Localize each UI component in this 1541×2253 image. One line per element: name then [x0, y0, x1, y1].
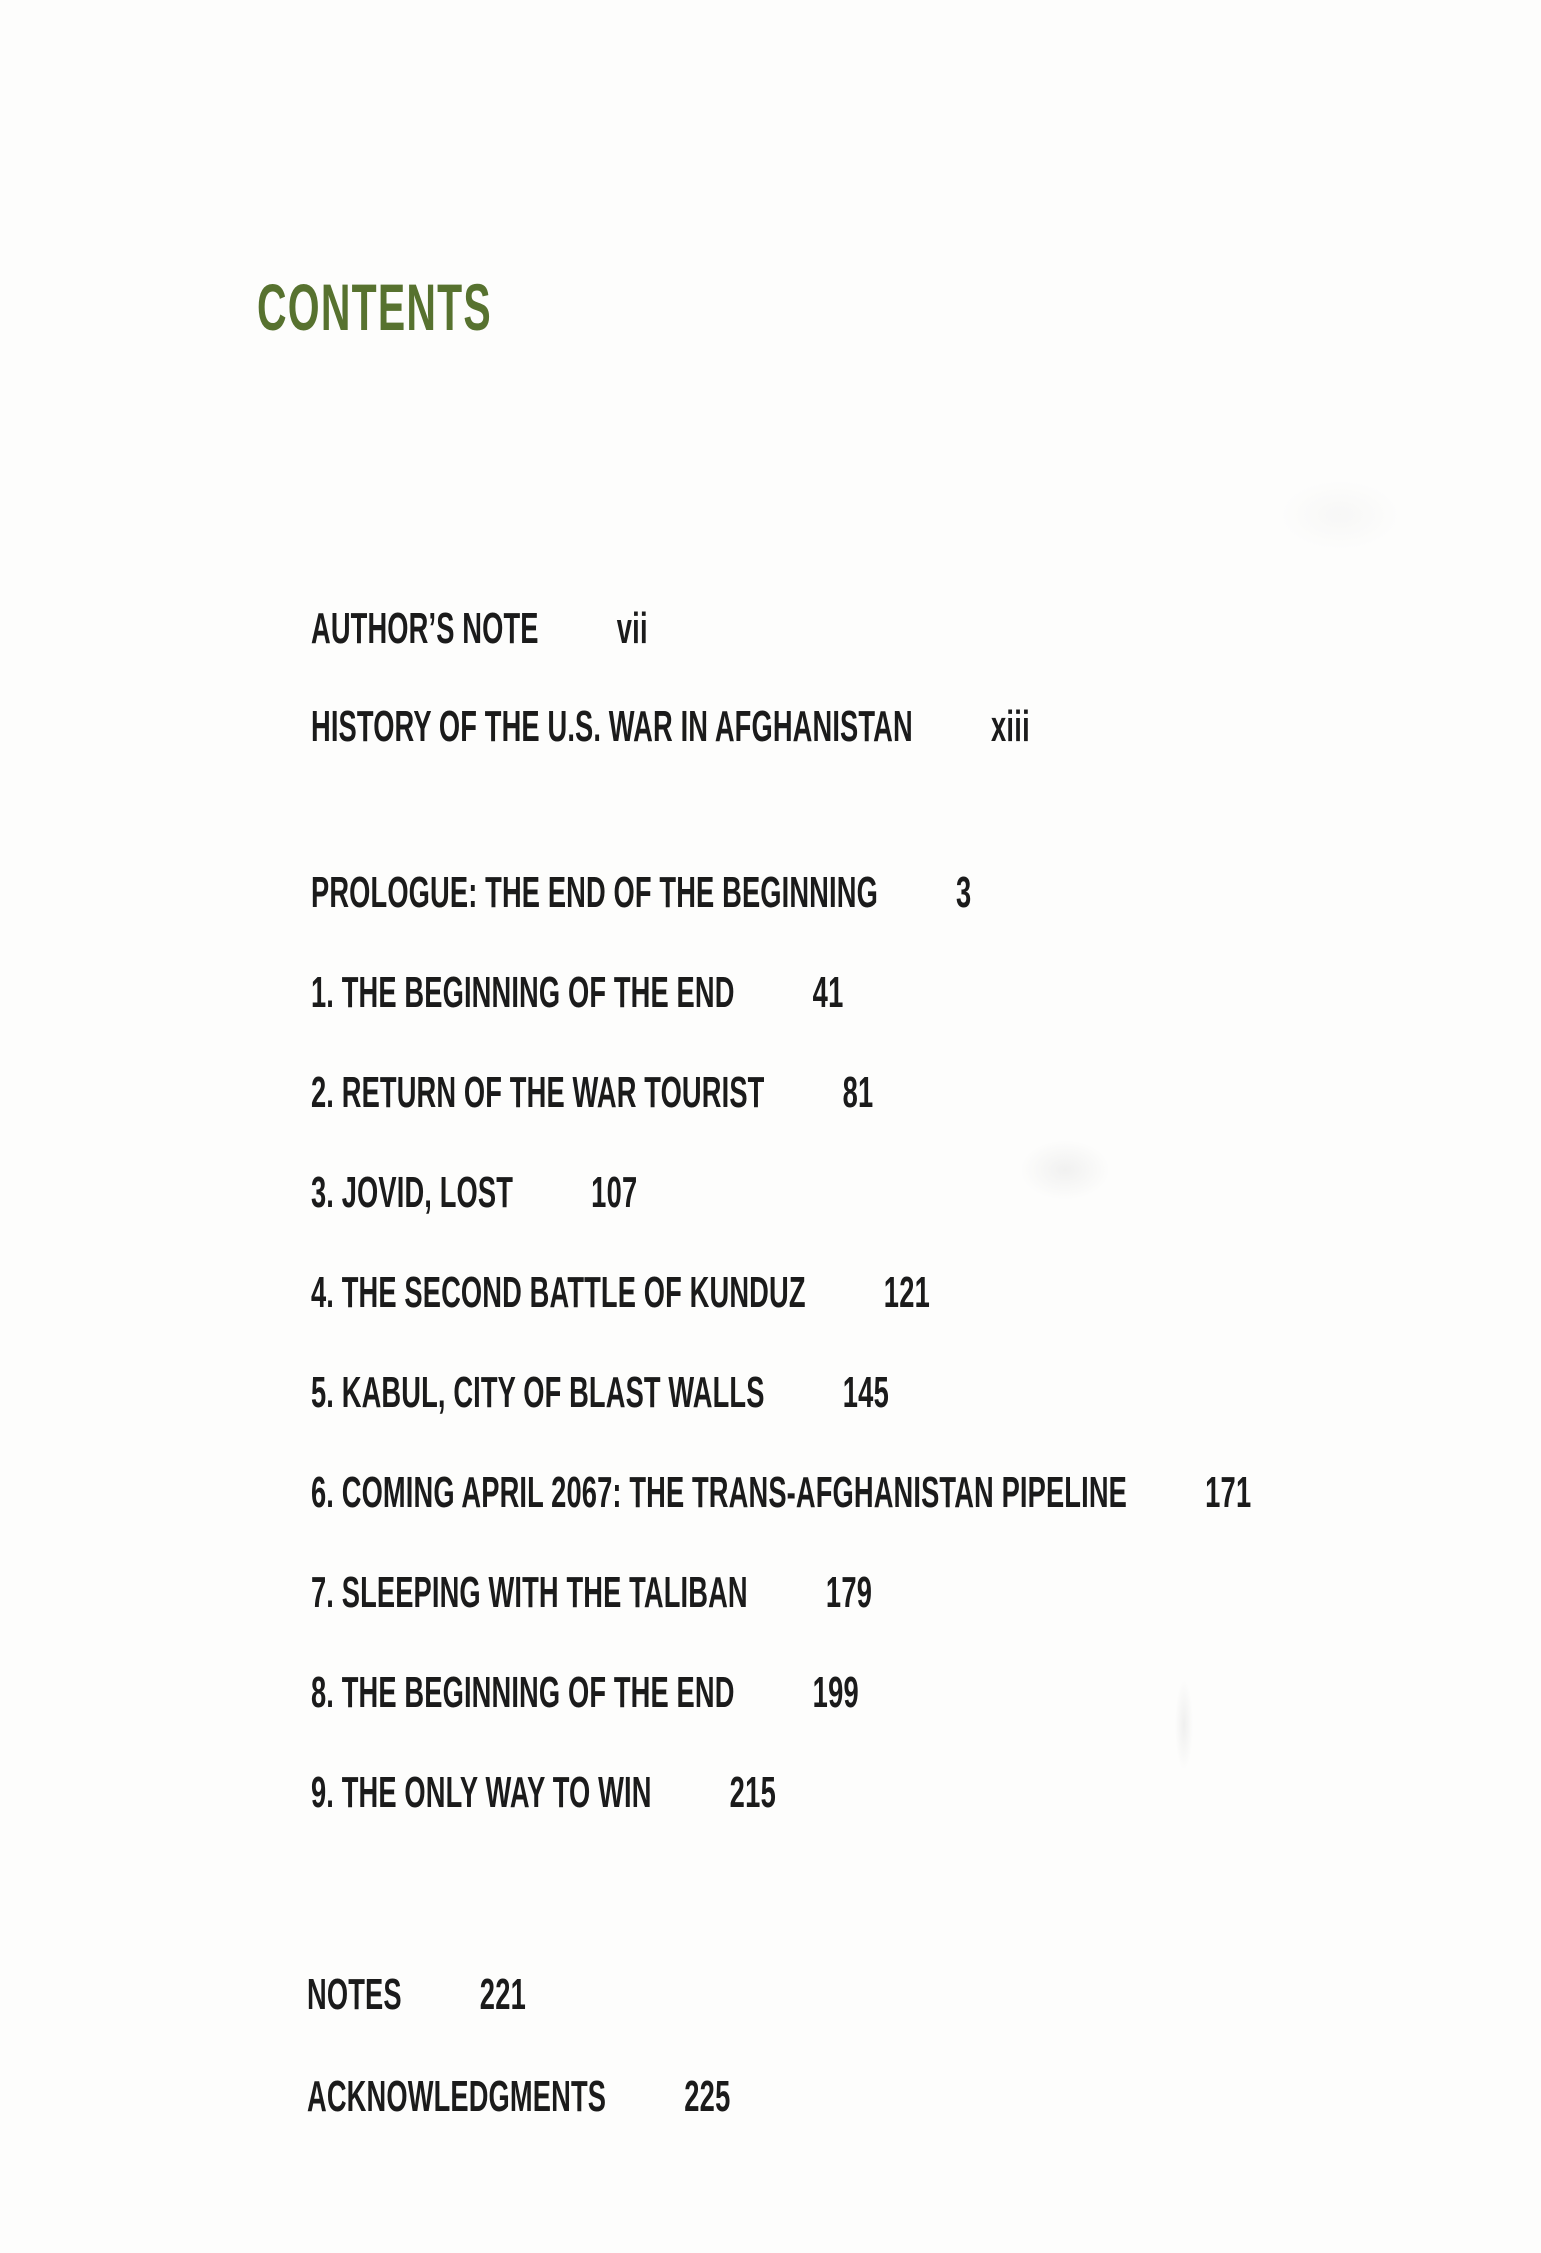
toc-entry [311, 1268, 1074, 1371]
toc-entry-page: 121 [883, 1268, 931, 1317]
toc-back-matter [307, 1970, 1541, 2177]
toc-entry-label: ACKNOWLEDGMENTS [307, 2072, 607, 2121]
toc-entry [311, 1568, 1074, 1671]
toc-entry [311, 1068, 1074, 1171]
toc-entry-page: 199 [812, 1668, 859, 1717]
toc-entry-page: xiii [990, 702, 1030, 751]
toc-entry [311, 1668, 1074, 1771]
toc-entry [311, 604, 1074, 705]
toc-entry-page: 179 [825, 1568, 873, 1617]
toc-entry-label: 8. THE BEGINNING OF THE END [311, 1668, 735, 1717]
toc-entry-label: 2. RETURN OF THE WAR TOURIST [311, 1068, 765, 1117]
toc-entry-page: vii [616, 604, 648, 653]
toc-entry-label: 7. SLEEPING WITH THE TALIBAN [311, 1568, 748, 1617]
toc-entry [311, 702, 1074, 803]
toc-entry-label: 5. KABUL, CITY OF BLAST WALLS [311, 1368, 765, 1417]
toc-entry [311, 1368, 1074, 1471]
toc-entry-label: AUTHOR’S NOTE [311, 604, 539, 653]
toc-entry-page: 41 [812, 968, 844, 1017]
contents-title: CONTENTS [257, 270, 492, 344]
toc-entry-page: 3 [956, 868, 972, 917]
toc-entry-label: 1. THE BEGINNING OF THE END [311, 968, 735, 1017]
toc-entry-page: 171 [1205, 1468, 1252, 1517]
toc-entry-label: PROLOGUE: THE END OF THE BEGINNING [311, 868, 878, 917]
toc-entry [311, 1468, 1252, 1571]
toc-entry-page: 145 [842, 1368, 890, 1417]
toc-entry-page: 107 [591, 1168, 638, 1217]
toc-entry-page: 81 [842, 1068, 874, 1117]
toc-entry-page: 221 [479, 1970, 527, 2019]
scan-smudge [1280, 480, 1400, 550]
toc-entry [311, 1168, 1074, 1271]
toc-entry [311, 1768, 1074, 1871]
toc-entry [311, 868, 1074, 971]
toc-entry-label: 9. THE ONLY WAY TO WIN [311, 1768, 652, 1817]
toc-entry-page: 215 [729, 1768, 777, 1817]
toc-entry-label: 3. JOVID, LOST [311, 1168, 514, 1217]
toc-entry [311, 968, 1074, 1071]
toc-entry-label: 4. THE SECOND BATTLE OF KUNDUZ [311, 1268, 806, 1317]
toc-entry-label: 6. COMING APRIL 2067: THE TRANS-AFGHANISTAN PIPELINE [311, 1468, 1127, 1517]
toc-entry-label: HISTORY OF THE U.S. WAR IN AFGHANISTAN [311, 702, 913, 751]
toc-entry [307, 1970, 1072, 2075]
toc-entry [307, 2072, 1072, 2177]
toc-front-matter [311, 604, 1541, 803]
toc-chapters [311, 868, 1541, 1871]
toc-entry-label: NOTES [307, 1970, 402, 2019]
toc-entry-page: 225 [684, 2072, 731, 2121]
